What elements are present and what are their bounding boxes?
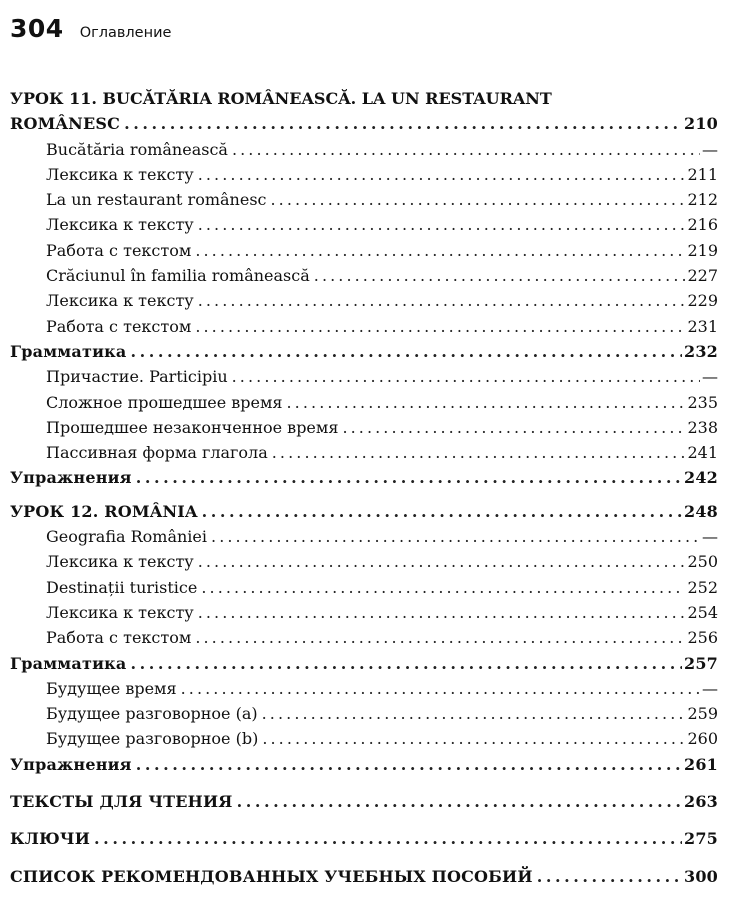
toc-entry[interactable] [10, 600, 718, 625]
toc-entry-label: УРОК 12. ROMÂNIA [10, 501, 198, 521]
toc-entry-lesson-12[interactable] [10, 499, 718, 524]
dot-leader [232, 364, 700, 389]
dot-leader [124, 111, 682, 136]
toc-entry-label: Упражнения [10, 754, 132, 774]
section-gap [10, 777, 718, 789]
toc-entry[interactable] [10, 676, 718, 701]
toc-entry-page: 250 [687, 552, 718, 572]
dot-leader [271, 187, 686, 212]
dot-leader [202, 499, 682, 524]
toc-entry-label: Crăciunul în familia românească [46, 266, 310, 286]
toc-entry-page: — [702, 367, 718, 387]
toc-entry-label: Упражнения [10, 468, 132, 488]
toc-entry-lesson-11[interactable] [10, 111, 718, 136]
toc-entry-page: 216 [687, 215, 718, 235]
toc-entry-label: Работа с текстом [46, 628, 192, 648]
toc-entry-page: 257 [684, 653, 718, 673]
toc-entry-page: 259 [687, 704, 718, 724]
toc-entry[interactable] [10, 524, 718, 549]
toc-entry-exercises[interactable] [10, 465, 718, 490]
toc-entry[interactable] [10, 726, 718, 751]
toc-entry-grammar[interactable] [10, 339, 718, 364]
toc-entry-page: 254 [687, 602, 718, 622]
toc-entry-label: ROMÂNESC [10, 114, 121, 134]
toc-entry-label: Лексика к тексту [46, 602, 194, 622]
toc-entry-label: Geografia României [46, 527, 208, 547]
dot-leader [262, 701, 686, 726]
dot-leader [314, 263, 686, 288]
toc-entry-page: 212 [687, 190, 718, 210]
dot-leader [537, 864, 682, 889]
toc-entry-page: 275 [684, 829, 718, 849]
section-gap [10, 852, 718, 864]
dot-leader [272, 440, 686, 465]
toc-entry-page: — [702, 139, 718, 159]
toc-entry[interactable] [10, 314, 718, 339]
toc-entry[interactable] [10, 549, 718, 574]
toc-entry-page: 242 [684, 468, 718, 488]
toc-entry-label: Грамматика [10, 341, 127, 361]
toc-entry-page: — [702, 678, 718, 698]
toc-entry[interactable] [10, 625, 718, 650]
table-of-contents [10, 86, 718, 889]
toc-entry-page: 235 [687, 392, 718, 412]
dot-leader [136, 752, 682, 777]
toc-entry[interactable] [10, 575, 718, 600]
toc-entry[interactable] [10, 137, 718, 162]
running-title: Оглавление [79, 25, 172, 41]
toc-entry-page: 260 [687, 729, 718, 749]
dot-leader [181, 676, 700, 701]
toc-entry-label: Destinații turistice [46, 577, 198, 597]
dot-leader [130, 651, 682, 676]
toc-entry-label: Причастие. Participiu [46, 367, 228, 387]
toc-entry-label: ТЕКСТЫ ДЛЯ ЧТЕНИЯ [10, 792, 233, 812]
toc-entry[interactable] [10, 364, 718, 389]
dot-leader [198, 288, 686, 313]
toc-entry-label: Лексика к тексту [46, 552, 194, 572]
toc-entry[interactable] [10, 187, 718, 212]
dot-leader [195, 238, 685, 263]
toc-entry-label: Пассивная форма глагола [46, 443, 268, 463]
dot-leader [201, 575, 685, 600]
dot-leader [198, 162, 686, 187]
toc-entry[interactable] [10, 701, 718, 726]
toc-entry-label: Будущее разговорное (a) [46, 704, 258, 724]
toc-entry-label: Bucătăria românească [46, 139, 228, 159]
toc-entry-page: 248 [684, 501, 718, 521]
toc-entry-page: 263 [684, 792, 718, 812]
toc-entry-label: Лексика к тексту [46, 291, 194, 311]
toc-entry-label: Сложное прошедшее время [46, 392, 283, 412]
section-gap [10, 814, 718, 826]
toc-entry[interactable] [10, 238, 718, 263]
toc-entry-page: 219 [687, 240, 718, 260]
toc-entry[interactable] [10, 440, 718, 465]
toc-entry-page: 210 [684, 114, 718, 134]
lesson-11-title-line1: УРОК 11. BUCĂTĂRIA ROMÂNEASCĂ. LA UN RESTAURANT [10, 89, 552, 108]
toc-entry[interactable] [10, 288, 718, 313]
dot-leader [342, 415, 685, 440]
dot-leader [94, 826, 682, 851]
toc-entry-keys[interactable] [10, 826, 718, 851]
toc-entry[interactable] [10, 212, 718, 237]
dot-leader [198, 212, 686, 237]
toc-entry-recommended-literature[interactable] [10, 864, 718, 889]
toc-entry-page: 261 [684, 754, 718, 774]
dot-leader [211, 524, 700, 549]
toc-entry-page: 238 [687, 417, 718, 437]
page-number: 304 [10, 14, 64, 43]
dot-leader [198, 600, 686, 625]
toc-entry-label: Будущее разговорное (b) [46, 729, 259, 749]
dot-leader [287, 390, 686, 415]
toc-entry-page: 241 [687, 443, 718, 463]
toc-entry-label: Грамматика [10, 653, 127, 673]
toc-entry-page: 211 [687, 164, 718, 184]
toc-entry-reading-texts[interactable] [10, 789, 718, 814]
toc-entry[interactable] [10, 162, 718, 187]
toc-entry-label: Лексика к тексту [46, 215, 194, 235]
toc-entry-label: КЛЮЧИ [10, 829, 91, 849]
page-header [10, 14, 171, 43]
toc-entry-page: 256 [687, 628, 718, 648]
toc-entry-page: 229 [687, 291, 718, 311]
toc-entry-page: 232 [684, 341, 718, 361]
toc-entry-label: Прошедшее незаконченное время [46, 417, 339, 437]
toc-entry-label: Работа с текстом [46, 240, 192, 260]
toc-entry-label: Лексика к тексту [46, 164, 194, 184]
toc-entry-page: 252 [687, 577, 718, 597]
dot-leader [130, 339, 682, 364]
dot-leader [262, 726, 685, 751]
toc-entry-page: 227 [687, 266, 718, 286]
toc-entry-page: 231 [687, 316, 718, 336]
dot-leader [237, 789, 682, 814]
toc-entry-label: La un restaurant românesc [46, 190, 267, 210]
toc-entry-label: СПИСОК РЕКОМЕНДОВАННЫХ УЧЕБНЫХ ПОСОБИЙ [10, 866, 533, 886]
toc-entry-page: 300 [684, 866, 718, 886]
dot-leader [195, 625, 685, 650]
toc-entry-page: — [702, 527, 718, 547]
toc-entry-grammar[interactable] [10, 651, 718, 676]
dot-leader [198, 549, 686, 574]
toc-entry-exercises[interactable] [10, 752, 718, 777]
toc-entry-label: Работа с текстом [46, 316, 192, 336]
dot-leader [232, 137, 700, 162]
toc-entry[interactable] [10, 263, 718, 288]
dot-leader [195, 314, 685, 339]
dot-leader [136, 465, 682, 490]
toc-entry-label: Будущее время [46, 678, 177, 698]
toc-entry[interactable] [10, 390, 718, 415]
toc-entry[interactable] [10, 415, 718, 440]
section-gap [10, 491, 718, 499]
